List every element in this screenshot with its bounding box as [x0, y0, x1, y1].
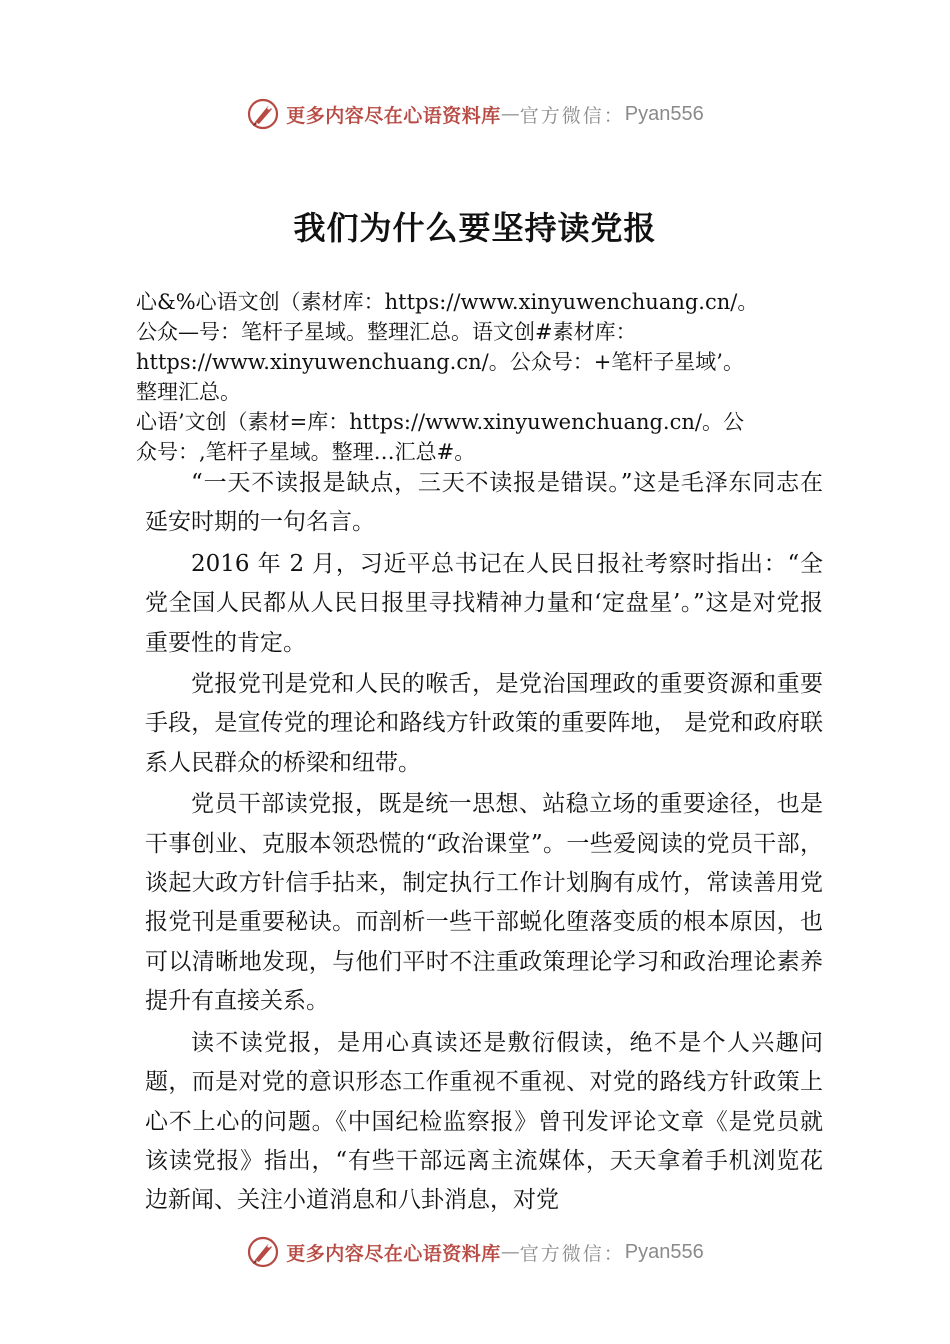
- banner-brand-text: 更多内容尽在心语资料库: [286, 1242, 501, 1265]
- source-notice: [136, 287, 826, 467]
- paragraph: 读不读党报，是用心真读还是敷衍假读，绝不是个人兴趣问题，而是对党的意识形态工作重视不重视、对党的路线方针政策上心不上心的问题。《中国纪检监察报》曾刊发评论文章《是党员就该读党报》指出，“有些干部远离主流媒体，天天拿着手机浏览花边新闻、关注小道消息和八卦消息，对党: [145, 1029, 823, 1214]
- source-line: https://www.xinyuwenchuang.cn/。公众号：+笔杆子星域’。: [136, 350, 744, 374]
- paragraph: “一天不读报是缺点，三天不读报是错误。”这是毛泽东同志在延安时期的一句名言。: [145, 470, 823, 536]
- paragraph: 党报党刊是党和人民的喉舌，是党治国理政的重要资源和重要手段，是宣传党的理论和路线方针政策的重要阵地， 是党和政府联系人民群众的桥梁和纽带。: [145, 671, 823, 776]
- pen-nib-icon: [246, 1235, 280, 1269]
- source-line: 心&%心语文创（素材库：https://www.xinyuwenchuang.cn/。: [136, 290, 759, 314]
- banner-separator: —: [500, 103, 520, 125]
- banner-brand-text: 更多内容尽在心语资料库: [286, 104, 501, 127]
- pen-nib-icon: [246, 97, 280, 131]
- document-title: 我们为什么要坚持读党报: [293, 209, 657, 247]
- source-line: 公众—号：笔杆子星域。整理汇总。语文创#素材库：: [136, 320, 637, 344]
- article-body: [145, 464, 823, 1223]
- paragraph: 党员干部读党报，既是统一思想、站稳立场的重要途径，也是干事创业、克服本领恐慌的“政治课堂”。一些爱阅读的党员干部，谈起大政方针信手拈来，制定执行工作计划胸有成竹，常读善用党报党刊是重要秘诀。而剖析一些干部蜕化堕落变质的根本原因，也可以清晰地发现，与他们平时不注重政策理论学习和政治理论素养提升有直接关系。: [145, 791, 823, 1015]
- source-line: 整理汇总。: [136, 380, 241, 404]
- banner-wechat-id: Pyan556: [624, 1240, 704, 1263]
- source-line: 众号：,笔杆子星域。整理…汇总#。: [136, 440, 476, 464]
- banner-wechat-label: 官方微信：: [519, 104, 625, 127]
- paragraph: 2016 年 2 月，习近平总书记在人民日报社考察时指出：“全党全国人民都从人民日报里寻找精神力量和‘定盘星’。”这是对党报重要性的肯定。: [145, 550, 823, 656]
- banner-wechat-label: 官方微信：: [519, 1242, 625, 1265]
- footer-banner: [0, 1232, 950, 1272]
- banner-separator: —: [500, 1241, 520, 1263]
- header-banner: [0, 94, 950, 134]
- banner-wechat-id: Pyan556: [624, 102, 704, 125]
- source-line: 心语’文创（素材=库：https://www.xinyuwenchuang.cn/。公: [136, 410, 744, 434]
